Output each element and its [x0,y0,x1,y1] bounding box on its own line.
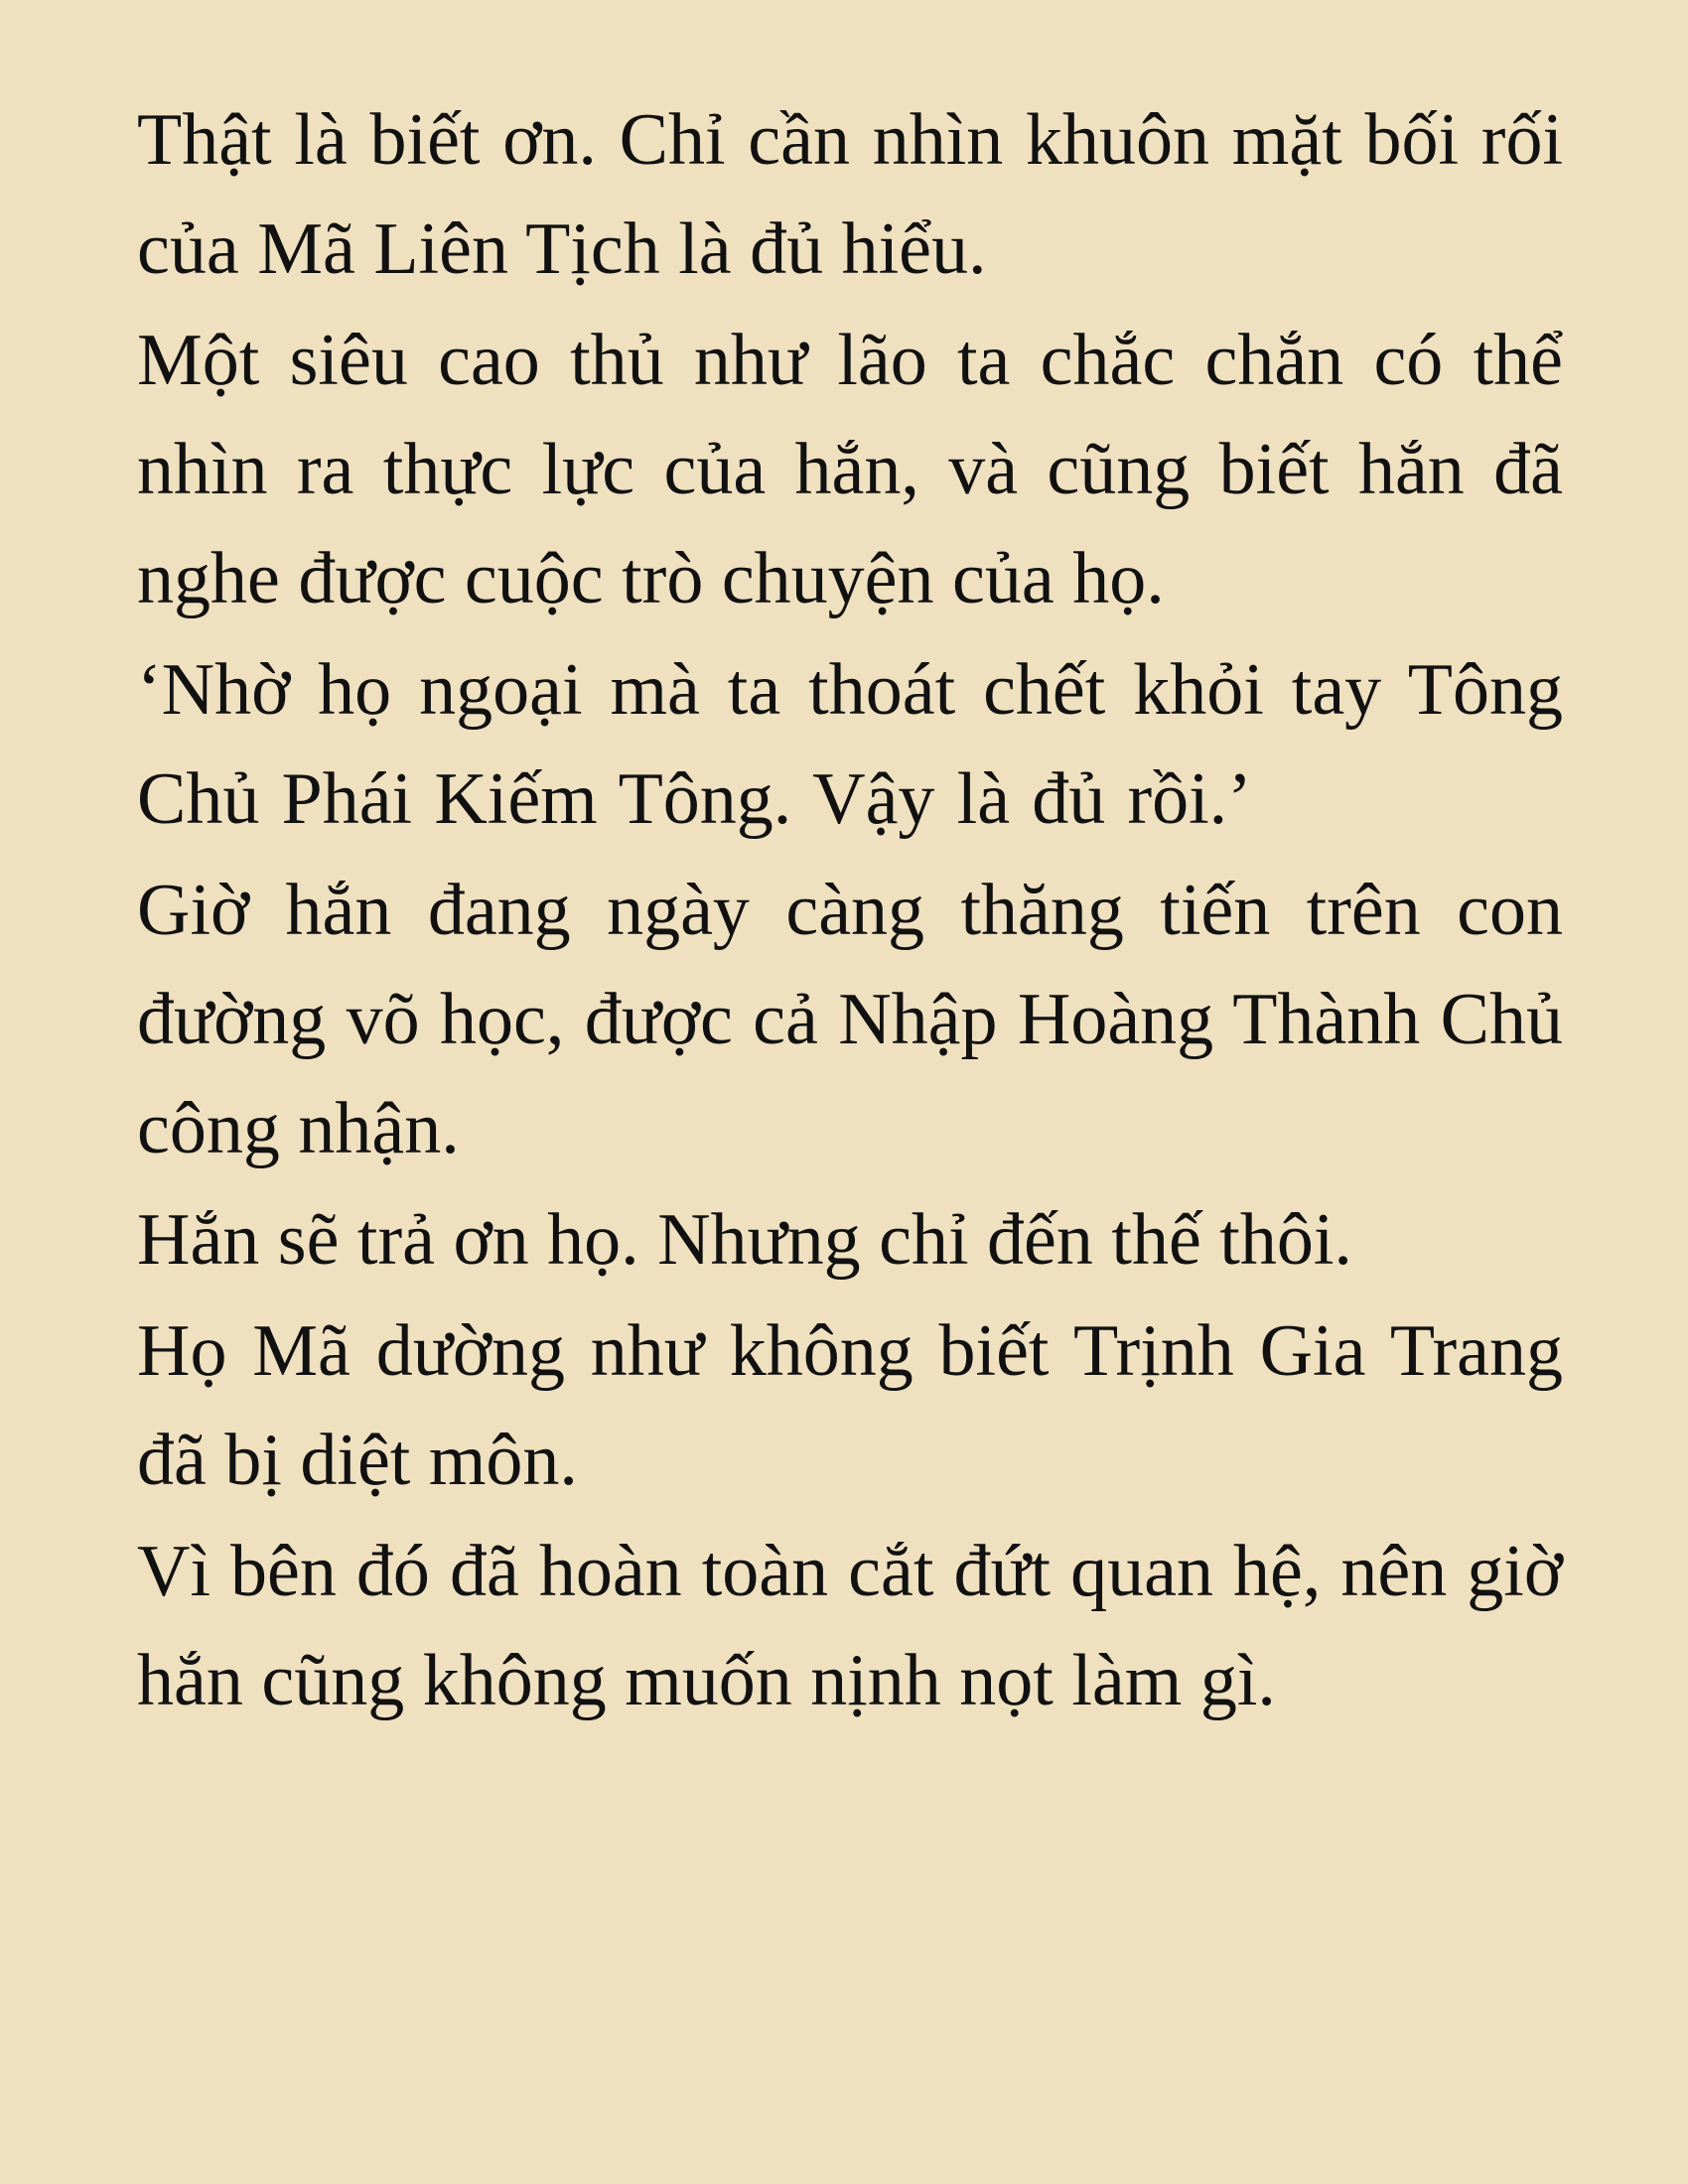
document-page [137,85,1563,1737]
paragraph-4: Giờ hắn đang ngày càng thăng tiến trên con đường võ học, được cả Nhập Hoàng Thành Chủ công nhận. [137,870,1563,1169]
paragraph-2: Một siêu cao thủ như lão ta chắc chắn có thể nhìn ra thực lực của hắn, và cũng biết hắn đã nghe được cuộc trò chuyện của họ. [137,320,1563,619]
paragraph-1: Thật là biết ơn. Chỉ cần nhìn khuôn mặt bối rối của Mã Liên Tịch là đủ hiểu. [137,99,1563,290]
paragraph-7: Vì bên đó đã hoàn toàn cắt đứt quan hệ, nên giờ hắn cũng không muốn nịnh nọt làm gì. [137,1531,1563,1721]
paragraph-3: ‘Nhờ họ ngoại mà ta thoát chết khỏi tay Tông Chủ Phái Kiếm Tông. Vậy là đủ rồi.’ [137,649,1563,840]
paragraph-6: Họ Mã dường như không biết Trịnh Gia Trang đã bị diệt môn. [137,1310,1563,1501]
paragraph-5: Hắn sẽ trả ơn họ. Nhưng chỉ đến thế thôi. [137,1199,1352,1281]
